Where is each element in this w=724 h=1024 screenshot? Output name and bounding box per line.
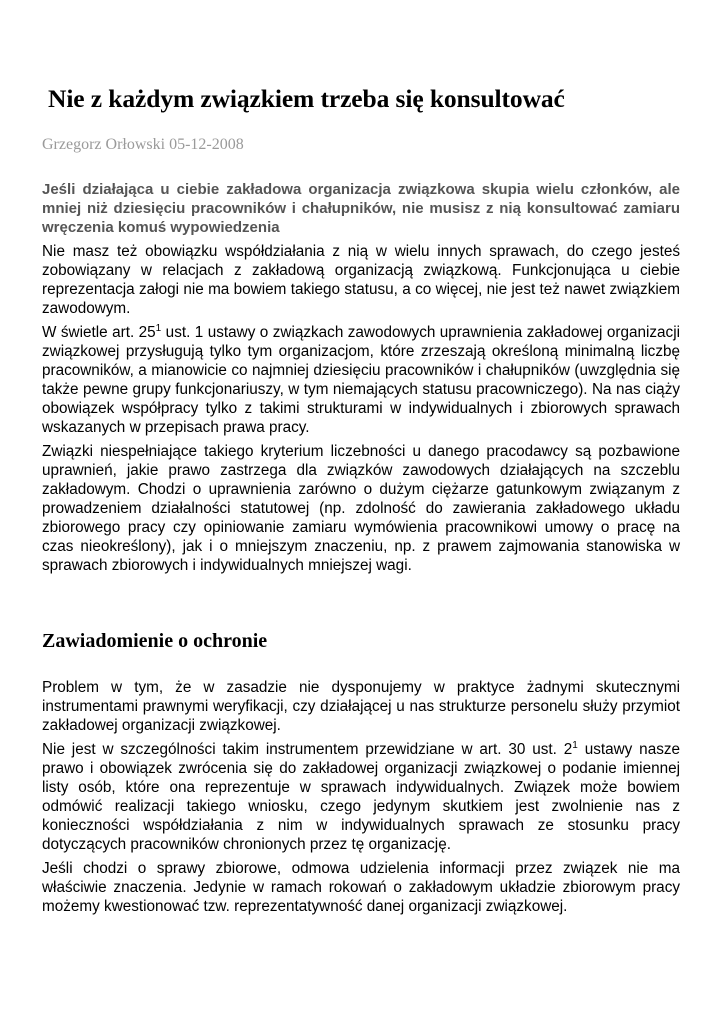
paragraph-5-end: ustawy nasze prawo i obowiązek zwrócenia się do zakładowej organizacji związkowej o podanie imiennej listy osób, które ona reprezentuje w sprawach indywidualnych. Związek może bowiem odmówić realizacji takiego wniosku, czego jedynym skutkiem jest zwolnienie nas z konieczności współdziałania z nim w indywidualnych sprawach ze stosunku pracy dotyczących pracowników chronionych przez tę organizację. [42, 741, 681, 853]
paragraph-5 [42, 740, 680, 854]
author: Grzegorz Orłowski [42, 136, 166, 153]
footnote-superscript: 1 [572, 739, 578, 751]
paragraph-2 [42, 323, 680, 437]
article-body-bottom [42, 678, 680, 921]
paragraph-6: Jeśli chodzi o sprawy zbiorowe, odmowa udzielenia informacji przez związek nie ma właściwie znaczenia. Jedynie w ramach rokowań o zakładowym układzie zbiorowym pracy możemy kwestionować tzw. reprezentatywność danej organizacji związkowej. [42, 860, 680, 915]
article-title: Nie z każdym związkiem trzeba się konsultować [48, 84, 565, 113]
section-heading: Zawiadomienie o ochronie [42, 630, 268, 652]
byline [42, 134, 244, 156]
paragraph-4: Problem w tym, że w zasadzie nie dysponujemy w praktyce żadnymi skutecznymi instrumentami prawnymi weryfikacji, czy działającej u nas strukturze personelu służy przymiot zakładowej organizacji związkowej. [42, 679, 680, 734]
date: 05-12-2008 [169, 136, 244, 153]
lead-paragraph: Jeśli działająca u ciebie zakładowa organizacja związkowa skupia wielu członków, ale mniej niż dziesięciu pracowników i chałupników, nie musisz z nią konsultować zamiaru wręczenia komuś wypowiedzenia [42, 181, 680, 236]
article-body-top [42, 180, 680, 580]
paragraph-1: Nie masz też obowiązku współdziałania z nią w wielu innych sprawach, do czego jesteś zobowiązany w relacjach z zakładową organizacją związkową. Funkcjonująca u ciebie reprezentacja załogi nie ma bowiem takiego statusu, a co więcej, nie jest też nawet związkiem zawodowym. [42, 243, 680, 317]
paragraph-2-start: W świetle art. 25 [42, 324, 156, 341]
paragraph-5-start: Nie jest w szczególności takim instrumentem przewidziane w art. 30 ust. 2 [42, 741, 573, 758]
paragraph-3: Związki niespełniające takiego kryterium liczebności u danego pracodawcy są pozbawione uprawnień, jakie prawo zastrzega dla związków zawodowych działających na szczeblu zakładowym. Chodzi o uprawnienia zarówno o dużym ciężarze gatunkowym związanym z prowadzeniem działalności statutowej (np. zdolność do zawierania zakładowego układu zbiorowego pracy czy opiniowanie zamiaru wymówienia pracownikowi umowy o pracę na czas nieokreślony), jak i o mniejszym znaczeniu, np. z prawem zajmowania stanowiska w sprawach zbiorowych i indywidualnych mniejszej wagi. [42, 443, 680, 574]
footnote-superscript: 1 [155, 322, 162, 334]
paragraph-2-end: ust. 1 ustawy o związkach zawodowych uprawnienia zakładowej organizacji związkowej przysługują tylko tym organizacjom, które zrzeszają określoną minimalną liczbę pracowników, a mianowicie co najmniej dziesięciu pracowników i chałupników (uwzględnia się także pewne grupy funkcjonariuszy, w tym niemających statusu pracowniczego). Na nas ciąży obowiązek współpracy tylko z takimi strukturami w indywidualnych i zbiorowych sprawach wskazanych w przepisach prawa pracy. [42, 324, 680, 436]
